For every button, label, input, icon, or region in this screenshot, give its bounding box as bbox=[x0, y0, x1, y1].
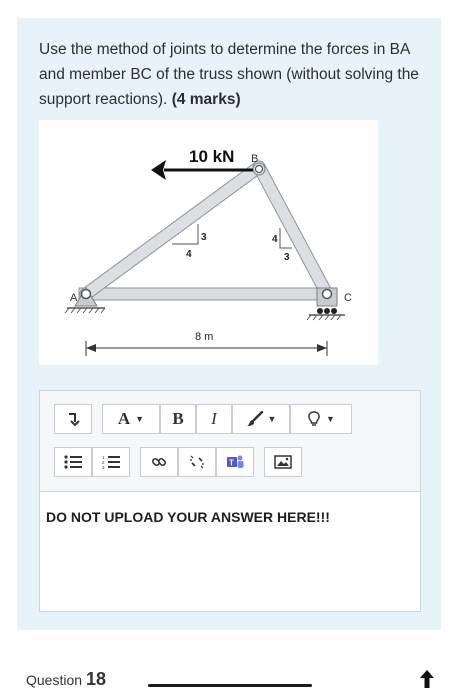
lightbulb-icon bbox=[307, 411, 321, 427]
joint-label-b: B bbox=[251, 153, 259, 165]
unordered-list-button[interactable] bbox=[54, 447, 92, 477]
teams-meeting-button[interactable] bbox=[216, 447, 254, 477]
answer-editor bbox=[39, 390, 421, 612]
question-text: Use the method of joints to determine the forces in BA and member BC of the truss shown (without solving the support reactions). bbox=[39, 41, 419, 108]
question-label: Question bbox=[26, 672, 83, 688]
bullet-list-icon bbox=[64, 455, 82, 469]
brush-icon bbox=[246, 411, 264, 427]
member-ab bbox=[86, 167, 259, 294]
progress-bar bbox=[148, 684, 312, 687]
unlink-button[interactable] bbox=[178, 447, 216, 477]
teams-icon bbox=[226, 454, 244, 470]
truss-diagram bbox=[39, 120, 378, 365]
question-indicator bbox=[26, 669, 106, 690]
svg-text:3: 3 bbox=[102, 465, 105, 469]
paint-format-button[interactable] bbox=[232, 404, 290, 434]
insert-image-button[interactable] bbox=[264, 447, 302, 477]
slope-bc-run: 3 bbox=[284, 252, 290, 263]
question-marks: (4 marks) bbox=[171, 91, 241, 108]
scroll-up-button[interactable] bbox=[415, 667, 439, 691]
arrow-up-icon bbox=[415, 667, 439, 691]
caret-down-icon: ▼ bbox=[326, 414, 335, 424]
bold-button[interactable] bbox=[160, 404, 196, 434]
slope-ab-run: 4 bbox=[186, 249, 192, 260]
slope-ab-rise: 3 bbox=[201, 232, 207, 243]
question-card bbox=[17, 18, 441, 630]
italic-label: I bbox=[211, 409, 217, 428]
question-navigation bbox=[0, 655, 459, 700]
font-style-label: A bbox=[117, 409, 131, 428]
slope-bc-rise: 4 bbox=[272, 234, 278, 245]
italic-button[interactable] bbox=[196, 404, 232, 434]
link-icon bbox=[151, 454, 167, 470]
force-label: 10 kN bbox=[189, 147, 235, 166]
member-bc bbox=[259, 167, 327, 294]
editor-content[interactable]: DO NOT UPLOAD YOUR ANSWER HERE!!! bbox=[46, 509, 330, 525]
ordered-list-button[interactable] bbox=[92, 447, 130, 477]
span-label: 8 m bbox=[195, 331, 214, 343]
insert-link-button[interactable] bbox=[140, 447, 178, 477]
truss-figure bbox=[39, 120, 378, 365]
question-number: 18 bbox=[86, 669, 107, 689]
caret-down-icon: ▼ bbox=[135, 414, 145, 424]
joint-label-c: C bbox=[344, 292, 352, 304]
expand-arrow-icon bbox=[66, 412, 80, 426]
accessibility-button[interactable] bbox=[290, 404, 352, 434]
svg-text:1: 1 bbox=[102, 455, 105, 460]
editor-toolbar bbox=[40, 391, 420, 492]
svg-text:2: 2 bbox=[102, 460, 105, 465]
svg-text:T: T bbox=[229, 458, 234, 468]
bold-label: B bbox=[172, 409, 184, 428]
member-ac bbox=[79, 288, 327, 300]
unlink-icon bbox=[189, 454, 205, 470]
joint-label-a: A bbox=[70, 292, 78, 304]
span-dimension bbox=[86, 341, 327, 356]
numbered-list-icon bbox=[102, 455, 120, 469]
caret-down-icon: ▼ bbox=[267, 414, 277, 424]
font-style-button[interactable] bbox=[102, 404, 160, 434]
question-prompt bbox=[39, 37, 434, 112]
image-icon bbox=[274, 455, 292, 469]
toolbar-toggle-button[interactable] bbox=[54, 404, 92, 434]
